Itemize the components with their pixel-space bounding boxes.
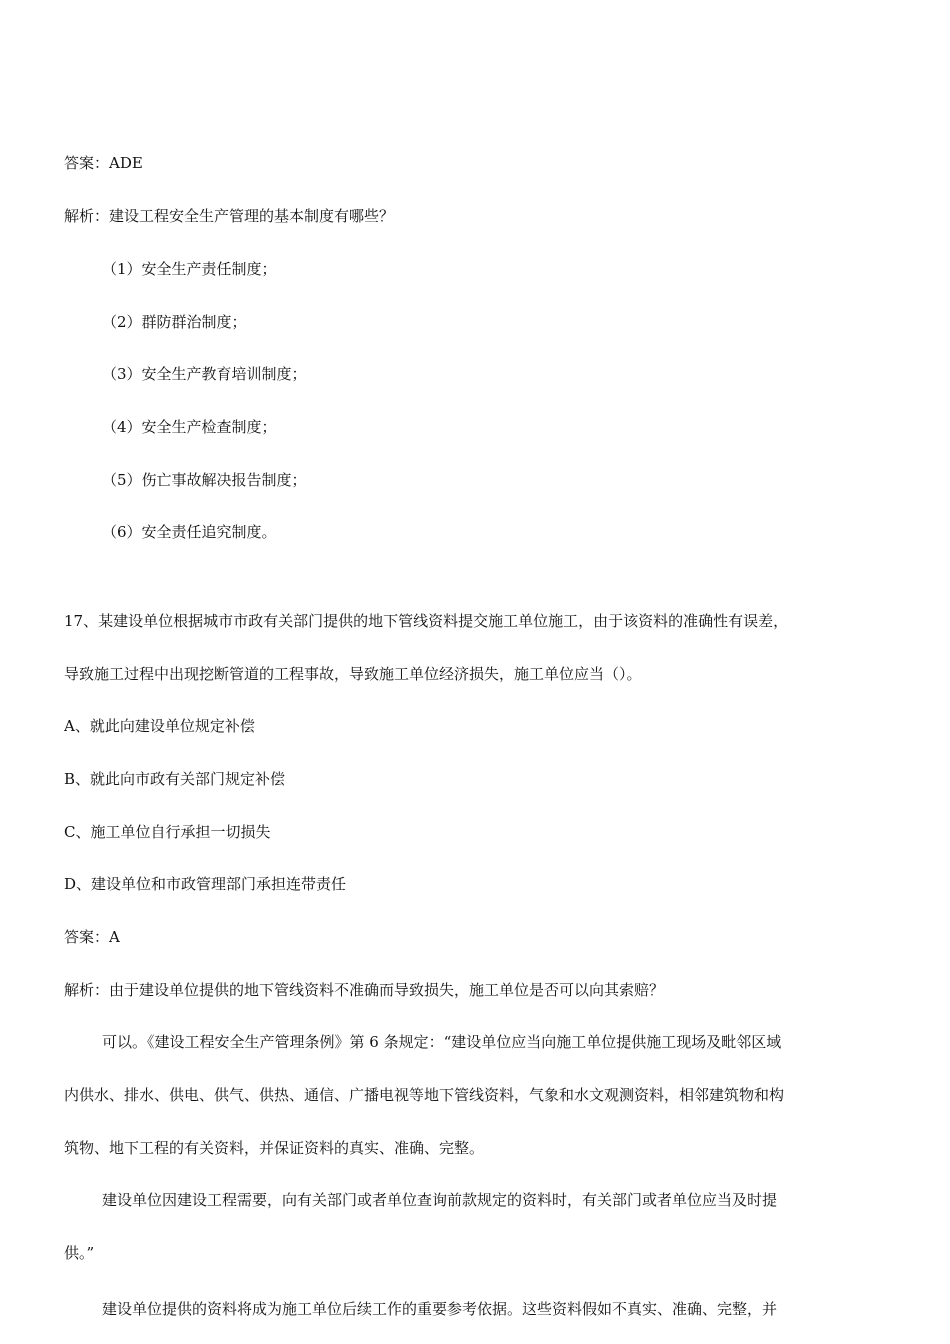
list-item: （3）安全生产教育培训制度； <box>102 365 307 383</box>
analysis-line: 解析：建设工程安全生产管理的基本制度有哪些？ <box>64 207 395 225</box>
question-text: 导致施工过程中出现挖断管道的工程事故，导致施工单位经济损失，施工单位应当（）。 <box>64 665 642 683</box>
option-d: D、建设单位和市政管理部门承担连带责任 <box>64 875 347 893</box>
option-c: C、施工单位自行承担一切损失 <box>64 823 271 841</box>
list-item: （5）伤亡事故解决报告制度； <box>102 471 307 489</box>
paragraph-line: 可以。《建设工程安全生产管理条例》第 6 条规定：“建设单位应当向施工单位提供施工现场及毗邻区域 <box>102 1033 782 1051</box>
question-text: 17、某建设单位根据城市市政有关部门提供的地下管线资料提交施工单位施工，由于该资料的准确性有误差， <box>64 612 789 630</box>
paragraph-line: 内供水、排水、供电、供气、供热、通信、广播电视等地下管线资料，气象和水文观测资料，相邻建筑物和构 <box>64 1086 785 1104</box>
analysis-line: 解析：由于建设单位提供的地下管线资料不准确而导致损失，施工单位是否可以向其索赔？ <box>64 981 665 999</box>
list-item: （6）安全责任追究制度。 <box>102 523 277 541</box>
paragraph-line: 筑物、地下工程的有关资料，并保证资料的真实、准确、完整。 <box>64 1139 485 1157</box>
paragraph-line: 供。” <box>64 1244 95 1262</box>
paragraph-line: 建设单位提供的资料将成为施工单位后续工作的重要参考依据。这些资料假如不真实、准确、完整，并 <box>102 1300 778 1318</box>
list-item: （1）安全生产责任制度； <box>102 260 277 278</box>
answer-line: 答案：A <box>64 928 120 946</box>
option-b: B、就此向市政有关部门规定补偿 <box>64 770 286 788</box>
paragraph-line: 建设单位因建设工程需要，向有关部门或者单位查询前款规定的资料时，有关部门或者单位应当及时提 <box>102 1191 778 1209</box>
list-item: （2）群防群治制度； <box>102 313 247 331</box>
answer-line: 答案：ADE <box>64 154 143 172</box>
option-a: A、就此向建设单位规定补偿 <box>64 717 255 735</box>
list-item: （4）安全生产检查制度； <box>102 418 277 436</box>
